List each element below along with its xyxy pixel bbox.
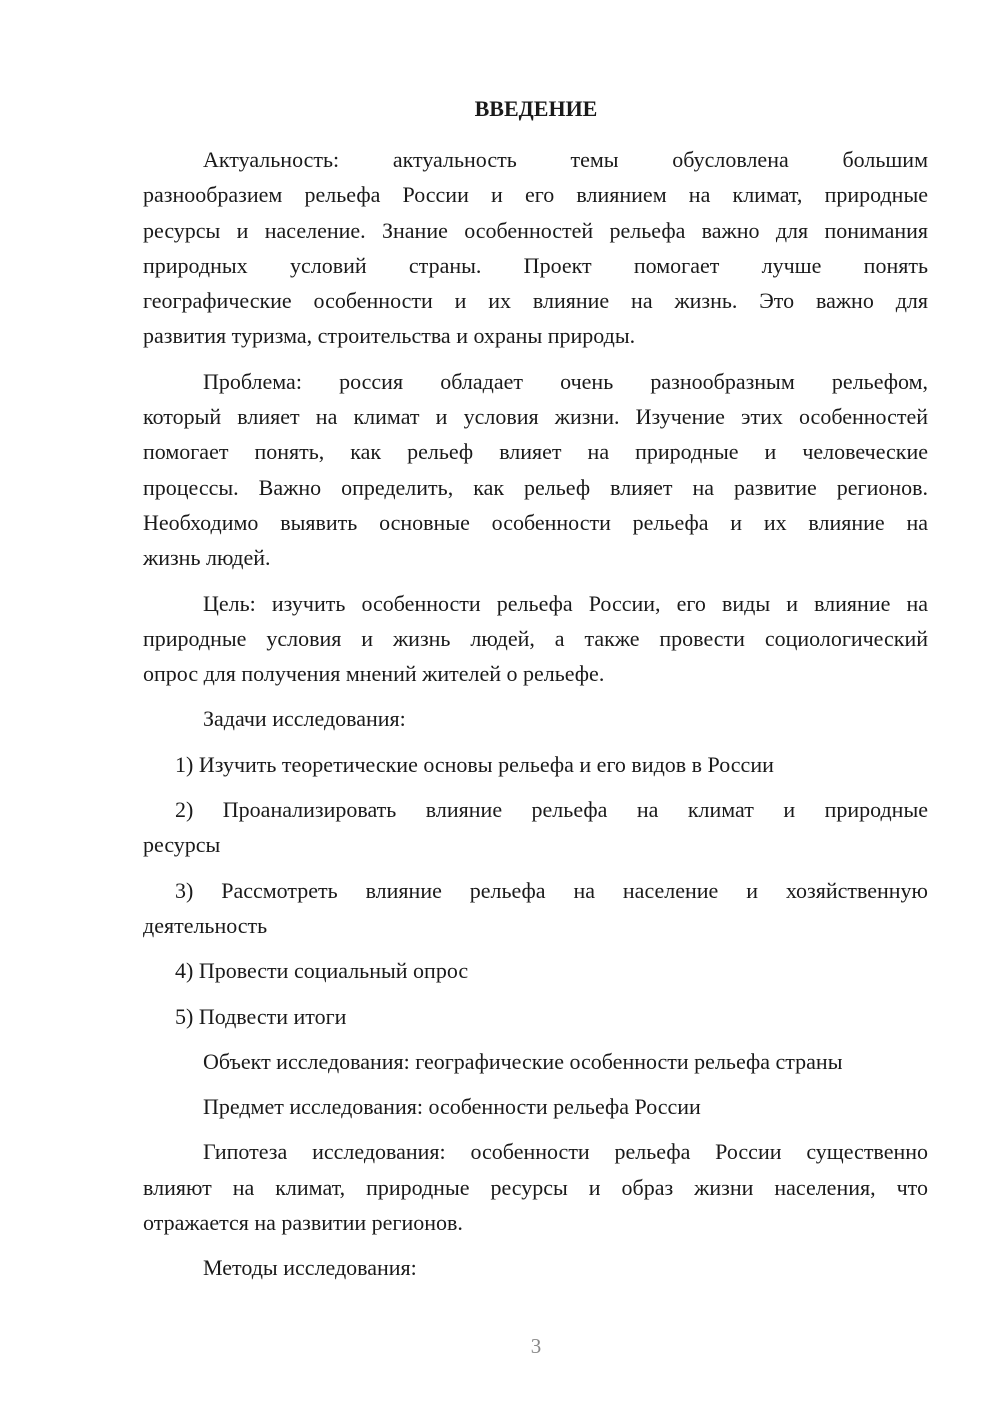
text-line: развития туризма, строительства и охраны природы. xyxy=(143,323,636,349)
text-line: Гипотеза исследования: особенности рельефа России существенно xyxy=(203,1139,928,1165)
text-line: опрос для получения мнений жителей о рельефе. xyxy=(143,661,605,687)
text-line: 4) Провести социальный опрос xyxy=(175,958,469,984)
text-line: ресурсы xyxy=(143,832,221,858)
text-line: географические особенности и их влияние на жизнь. Это важно для xyxy=(143,288,928,314)
paragraph xyxy=(143,999,928,1034)
text-line: отражается на развитии регионов. xyxy=(143,1210,463,1236)
paragraph xyxy=(143,1089,928,1124)
paragraph xyxy=(143,1250,928,1285)
paragraph xyxy=(143,364,928,576)
page-number: 3 xyxy=(530,1334,542,1358)
text-line: Задачи исследования: xyxy=(203,706,406,732)
paragraph xyxy=(143,142,928,354)
text-line: природные условия и жизнь людей, а также провести социологический xyxy=(143,625,928,651)
text-line: процессы. Важно определить, как рельеф влияет на развитие регионов. xyxy=(143,474,928,500)
paragraph xyxy=(143,586,928,692)
text-line: Объект исследования: географические особенности рельефа страны xyxy=(203,1048,843,1074)
text-line: Проблема: россия обладает очень разнообразным рельефом, xyxy=(203,368,928,394)
text-line: жизнь людей. xyxy=(143,545,271,571)
text-line: Предмет исследования: особенности рельефа России xyxy=(203,1094,701,1120)
text-line: 2) Проанализировать влияние рельефа на климат и природные xyxy=(175,797,928,823)
paragraph xyxy=(143,747,928,782)
text-line: который влияет на климат и условия жизни. Изучение этих особенностей xyxy=(143,404,928,430)
text-line: помогает понять, как рельеф влияет на природные и человеческие xyxy=(143,439,928,465)
text-line: Методы исследования: xyxy=(203,1255,417,1281)
paragraph xyxy=(143,953,928,988)
paragraph xyxy=(143,1134,928,1240)
text-line: 3) Рассмотреть влияние рельефа на население и хозяйственную xyxy=(175,877,928,903)
text-line: Необходимо выявить основные особенности рельефа и их влияние на xyxy=(143,509,928,535)
text-line: 1) Изучить теоретические основы рельефа и его видов в России xyxy=(175,751,774,777)
text-line: 5) Подвести итоги xyxy=(175,1003,347,1029)
section-title: ВВЕДЕНИЕ xyxy=(474,96,598,121)
paragraph xyxy=(143,701,928,736)
text-line: деятельность xyxy=(143,912,268,938)
text-line: Цель: изучить особенности рельефа России, его виды и влияние на xyxy=(203,590,928,616)
text-line: влияют на климат, природные ресурсы и образ жизни населения, что xyxy=(143,1174,928,1200)
paragraph xyxy=(143,873,928,944)
document-body xyxy=(143,142,928,1296)
paragraph xyxy=(143,792,928,863)
paragraph xyxy=(143,1044,928,1079)
text-line: Актуальность: актуальность темы обусловлена большим xyxy=(203,147,928,172)
text-line: разнообразием рельефа России и его влиянием на климат, природные xyxy=(143,182,928,208)
text-line: ресурсы и население. Знание особенностей рельефа важно для понимания xyxy=(143,217,928,243)
text-line: природных условий страны. Проект помогает лучше понять xyxy=(143,252,928,278)
